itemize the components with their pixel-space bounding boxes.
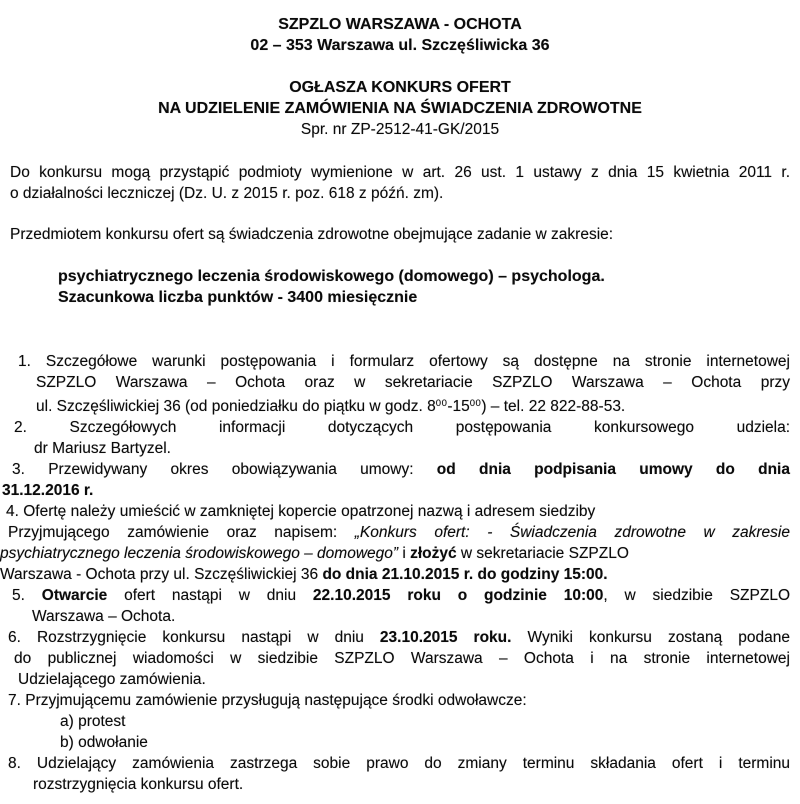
item-4-line-3: psychiatrycznego leczenia środowiskowego – domowego” i złożyć w sekretariacie SZPZLO [0,545,629,562]
item-4-line-2: Przyjmującego zamówienie oraz napisem: „Konkurs ofert: - Świadczenia zdrowotne w zakresie [8,524,790,541]
subject-paragraph [10,224,790,245]
document-page [0,14,800,804]
item-2 [10,417,790,459]
intro-paragraph [10,162,790,204]
item-4 [0,501,790,585]
item-7 [10,690,790,753]
item-1-line-2: SZPZLO Warszawa – Ochota oraz w sekretariacie SZPZLO Warszawa – Ochota przy [36,374,790,391]
item-5-line-1: 5. Otwarcie ofert nastąpi w dniu 22.10.2015 roku o godzinie 10:00, w siedzibie SZPZLO [12,587,790,604]
item-4-line-1: 4. Ofertę należy umieścić w zamkniętej kopercie opatrzonej nazwą i adresem siedziby [6,503,596,520]
item-5-line-2: Warszawa – Ochota. [32,608,176,625]
item-7-sub-a: a) protest [60,713,126,730]
item-7-line-1: 7. Przyjmującemu zamówienie przysługują następujące środki odwoławcze: [8,692,527,709]
item-6-line-3: Udzielającego zamówienia. [18,671,206,688]
task-description [10,266,790,308]
item-1-line-1: 1. Szczegółowe warunki postępowania i formularz ofertowy są dostępne na stronie internetowej [18,353,790,370]
title-line-1: OGŁASZA KONKURS OFERT [289,79,511,96]
item-5 [10,585,790,627]
case-number: Spr. nr ZP-2512-41-GK/2015 [300,121,500,138]
item-6-line-1: 6. Rozstrzygnięcie konkursu nastąpi w dniu 23.10.2015 roku. Wyniki konkursu zostaną podane [8,629,790,646]
task-line-1: psychiatrycznego leczenia środowiskowego (domowego) – psychologa. [58,268,605,285]
item-2-line-1: 2. Szczegółowych informacji dotyczących postępowania konkursowego udziela: [14,419,790,436]
item-1 [10,351,790,417]
announcement-title [10,77,790,140]
item-8 [10,753,790,795]
item-1-line-3: ul. Szczęśliwickiej 36 (od poniedziałku do piątku w godz. $8^{00}-15^{00}$) – tel. 22 822-88-53. [36,398,626,415]
item-6-line-2: do publicznej wiadomości w siedzibie SZPZLO Warszawa – Ochota i na stronie internetowej [14,650,790,667]
intro-line-2: o działalności leczniczej (Dz. U. z 2015 r. poz. 618 z późń. zm). [10,185,444,202]
item-3-line-1: 3. Przewidywany okres obowiązywania umowy: od dnia podpisania umowy do dnia [12,461,790,478]
org-address: 02 – 353 Warszawa ul. Szczęśliwicka 36 [250,37,550,54]
letterhead [10,14,790,56]
title-line-2: NA UDZIELENIE ZAMÓWIENIA NA ŚWIADCZENIA ZDROWOTNE [158,100,642,117]
item-3 [2,459,790,501]
item-3-line-2: 31.12.2016 r. [2,482,94,499]
item-4-line-4: Warszawa - Ochota przy ul. Szczęśliwickiej 36 do dnia 21.10.2015 r. do godziny 15:00. [0,566,608,583]
subject-line: Przedmiotem konkursu ofert są świadczenia zdrowotne obejmujące zadanie w zakresie: [10,226,614,243]
item-6 [10,627,790,690]
intro-line-1: Do konkursu mogą przystąpić podmioty wymienione w art. 26 ust. 1 ustawy z dnia 15 kwietnia 2011 r. [10,164,790,181]
item-8-line-1: 8. Udzielający zamówienia zastrzega sobie prawo do zmiany terminu składania ofert i terminu [8,755,790,772]
item-8-line-2: rozstrzygnięcia konkursu ofert. [33,776,244,793]
task-line-2: Szacunkowa liczba punktów - 3400 miesięcznie [58,289,418,306]
item-7-sub-b: b) odwołanie [60,734,148,751]
item-2-line-2: dr Mariusz Bartyzel. [34,440,171,457]
org-name: SZPZLO WARSZAWA - OCHOTA [278,16,522,33]
